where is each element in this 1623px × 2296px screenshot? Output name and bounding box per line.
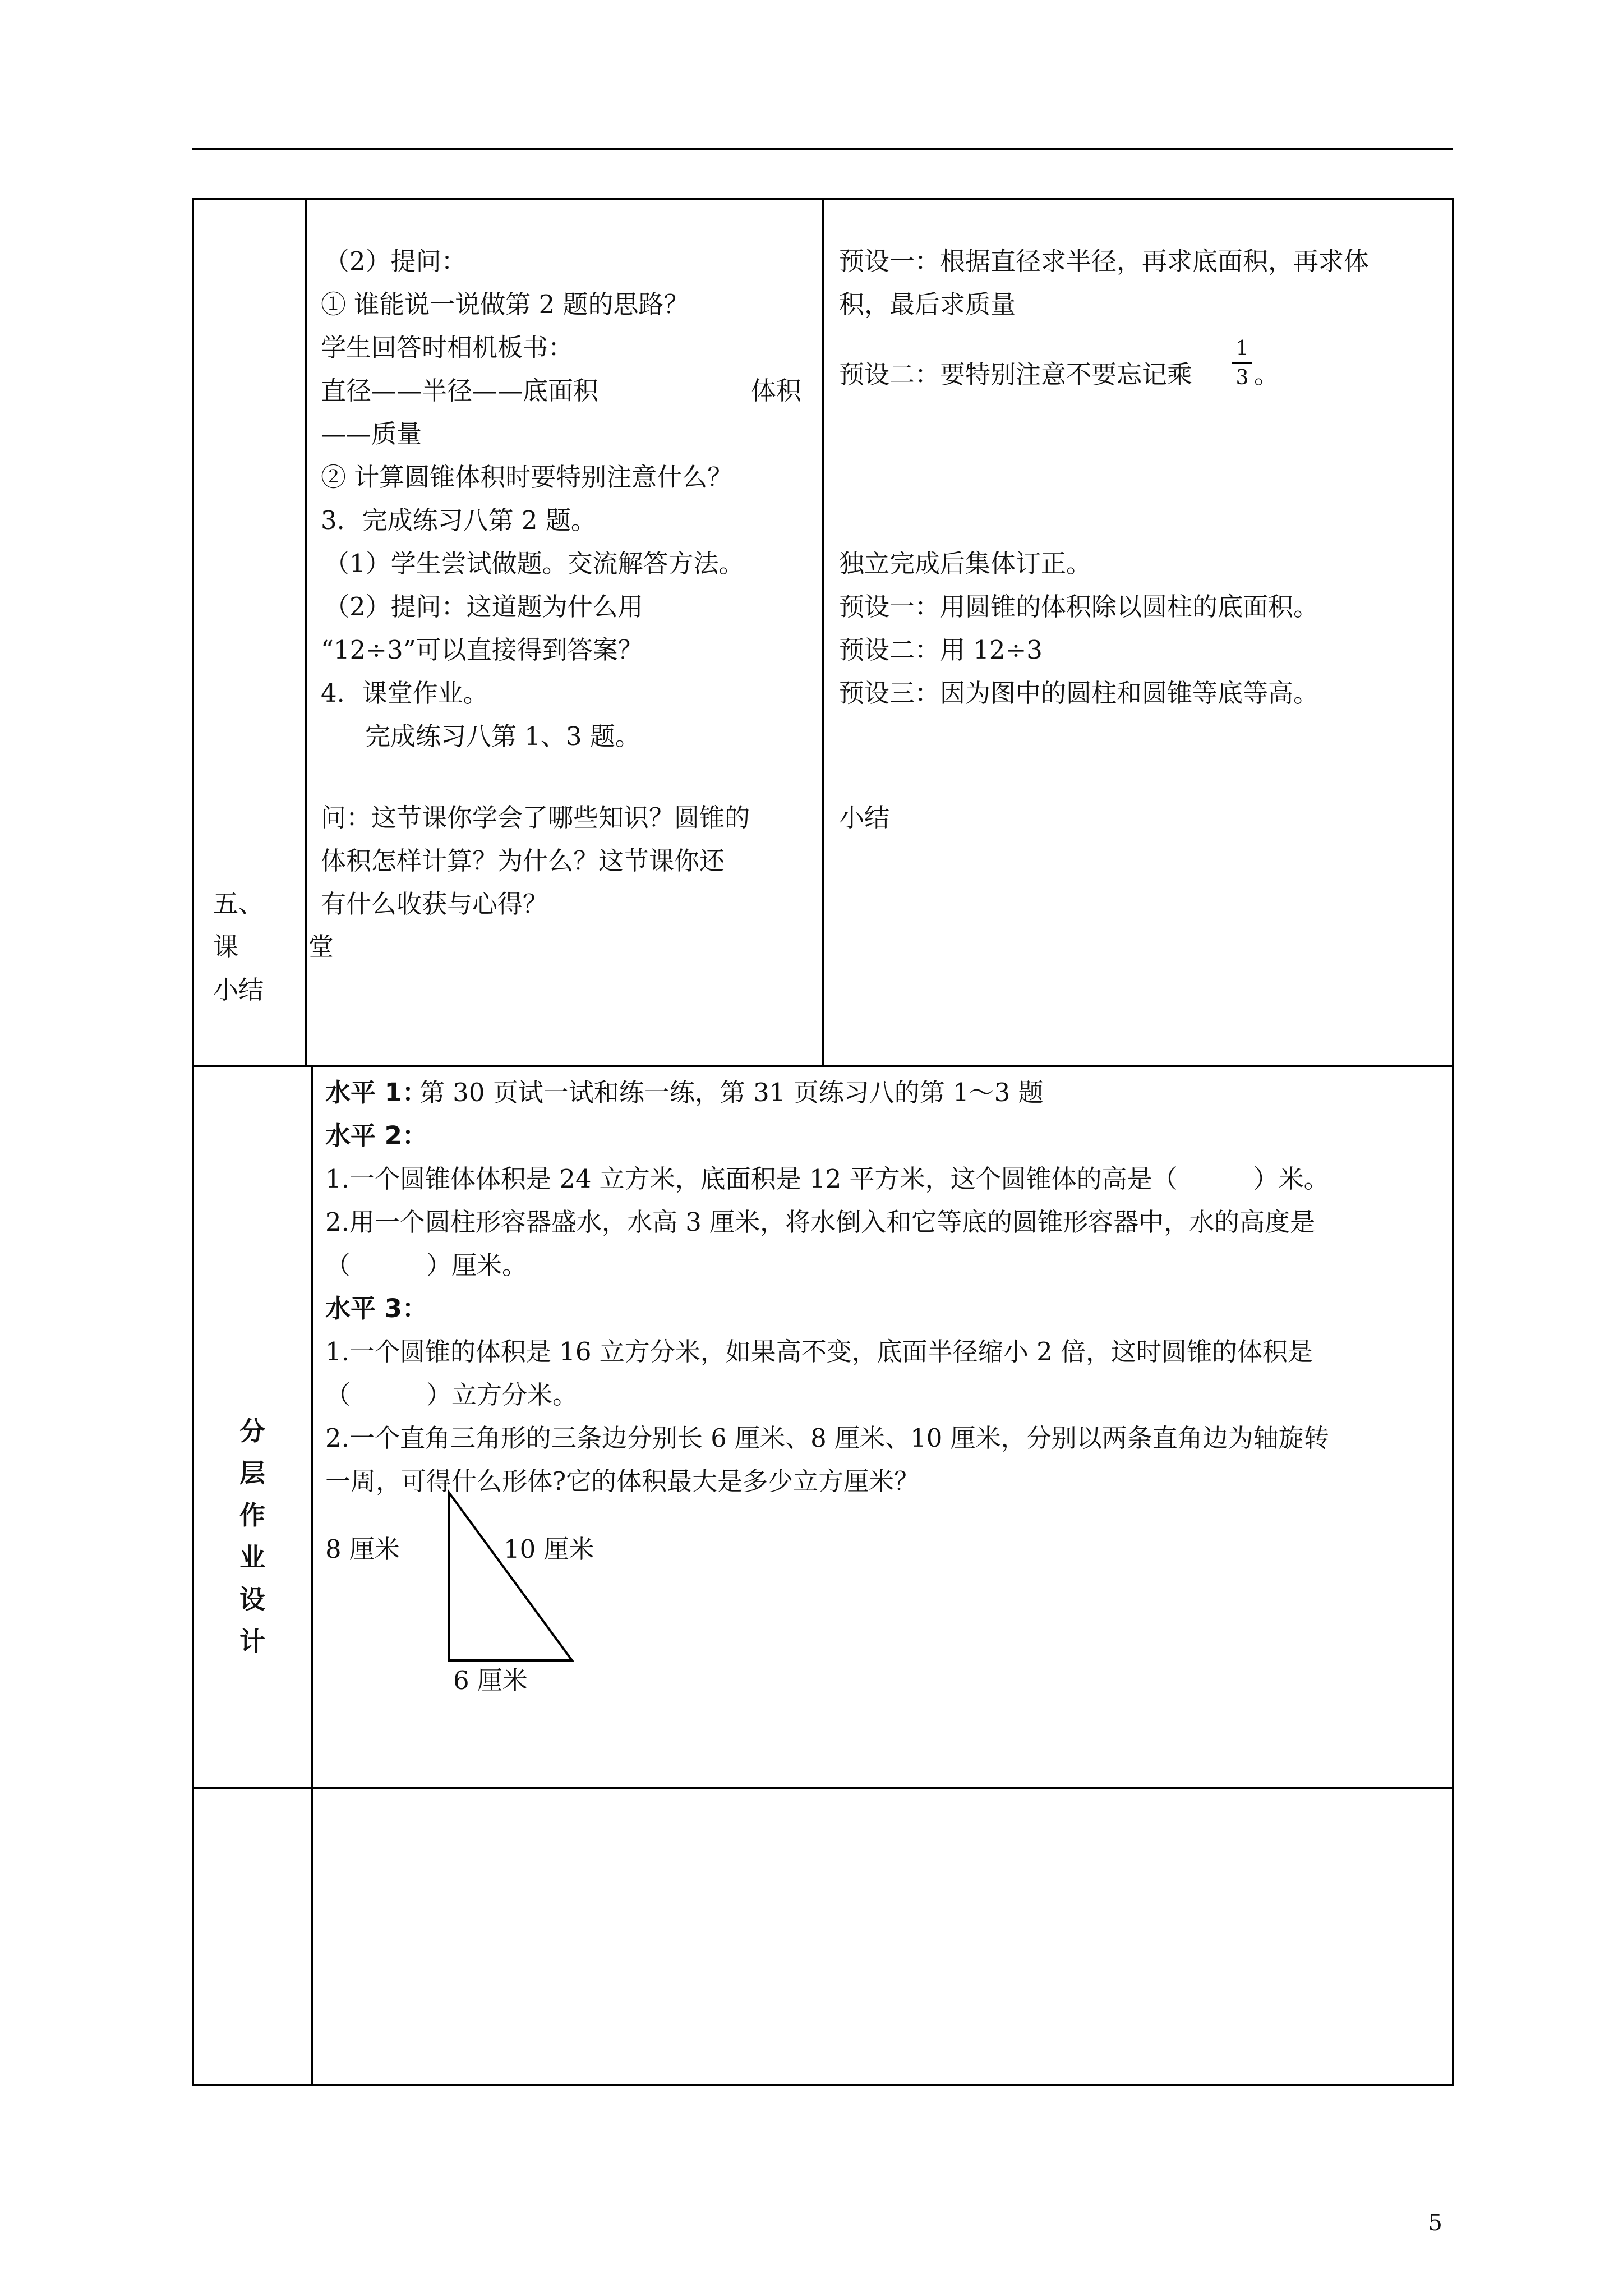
table-border-bottom — [192, 2084, 1454, 2086]
text-line: 预设二：要特别注意不要忘记乘 — [839, 360, 1193, 389]
text-line: ① 谁能说一说做第 2 题的思路？ — [321, 289, 689, 319]
text-line: 问：这节课你学会了哪些知识？圆锥的 — [321, 803, 750, 832]
text-line: ——质量 — [321, 419, 422, 449]
text-line: 直径——半径——底面积 — [321, 376, 599, 406]
text-line: 。 — [1254, 360, 1280, 389]
fraction-bar — [1232, 362, 1252, 364]
row-divider-2 — [192, 1787, 1454, 1789]
row-divider-1 — [192, 1065, 1454, 1067]
text-line: 学生回答时相机板书： — [321, 333, 574, 362]
text-line: 体积 — [751, 376, 802, 406]
level-2-heading: 水平 2： — [325, 1121, 427, 1151]
text-line: 2.用一个圆柱形容器盛水，水高 3 厘米，将水倒入和它等底的圆锥形容器中，水的高度是 — [325, 1207, 1316, 1237]
text-line: 2.一个直角三角形的三条边分别长 6 厘米、8 厘米、10 厘米，分别以两条直角边为轴旋转 — [325, 1423, 1329, 1453]
text-line: 1.一个圆锥的体积是 16 立方分米，如果高不变，底面半径缩小 2 倍，这时圆锥的体积是 — [325, 1337, 1313, 1366]
page-number: 5 — [1428, 2210, 1442, 2236]
col-divider-label-s2 — [311, 1065, 313, 2086]
triangle-shape — [449, 1492, 572, 1660]
triangle-left-label: 8 厘米 — [325, 1534, 400, 1564]
text-line: “12÷3”可以直接得到答案？ — [321, 635, 643, 665]
text-line: （2）提问： — [324, 246, 467, 276]
text-line: 4．课堂作业。 — [321, 678, 488, 708]
text-line: 独立完成后集体订正。 — [839, 549, 1092, 578]
text-line: 1.一个圆锥体体积是 24 立方米，底面积是 12 平方米，这个圆锥体的高是（ ）米。 — [325, 1164, 1329, 1194]
text-line: （1）学生尝试做题。交流解答方法。 — [324, 549, 744, 578]
label-line: 五、 — [213, 889, 264, 918]
text-line: 一周，可得什么形体?它的体积最大是多少立方厘米？ — [325, 1466, 920, 1496]
text-line: 体积怎样计算？为什么？这节课你还 — [321, 846, 725, 876]
text-line: （ ）立方分米。 — [325, 1380, 578, 1410]
text-line: （ ）厘米。 — [325, 1250, 528, 1280]
table-border-right — [1452, 198, 1454, 2086]
level-3-heading: 水平 3： — [325, 1294, 427, 1323]
triangle-hypotenuse-label: 10 厘米 — [504, 1534, 594, 1564]
text-line: 预设二：用 12÷3 — [839, 635, 1043, 665]
text-line: （2）提问：这道题为什么用 — [324, 592, 643, 622]
label-char: 设 — [239, 1584, 265, 1614]
label-char: 层 — [239, 1458, 265, 1488]
text-line: 预设一：根据直径求半径，再求底面积，再求体 — [839, 246, 1370, 276]
col-divider-mid-s1 — [822, 198, 824, 1066]
fraction-numerator: 1 — [1235, 337, 1249, 360]
label-char: 分 — [239, 1416, 265, 1446]
text-line: 积，最后求质量 — [839, 289, 1016, 319]
text-line: 3．完成练习八第 2 题。 — [321, 505, 596, 535]
text-line: 完成练习八第 1、3 题。 — [365, 721, 640, 751]
triangle-bottom-label: 6 厘米 — [453, 1665, 528, 1695]
text-line: ② 计算圆锥体积时要特别注意什么？ — [321, 462, 733, 492]
label-line: 小结 — [213, 975, 264, 1005]
text-line: 小结 — [839, 803, 890, 832]
label-char: 计 — [239, 1626, 265, 1657]
level-1-heading: 水平 1： — [325, 1078, 427, 1107]
table-border-left — [192, 198, 194, 2086]
right-triangle-figure — [437, 1481, 583, 1672]
label-char: 作 — [239, 1500, 265, 1530]
label-line: 课 堂 — [213, 932, 357, 961]
fraction-denominator: 3 — [1235, 366, 1249, 389]
text-line: 预设三：因为图中的圆柱和圆锥等底等高。 — [839, 678, 1319, 708]
text-line: 预设一：用圆锥的体积除以圆柱的底面积。 — [839, 592, 1319, 622]
text-line: 有什么收获与心得？ — [321, 889, 548, 919]
label-char: 业 — [239, 1542, 265, 1572]
level-1-text: 第 30 页试一试和练一练，第 31 页练习八的第 1～3 题 — [419, 1078, 1044, 1107]
header-rule — [192, 148, 1453, 150]
